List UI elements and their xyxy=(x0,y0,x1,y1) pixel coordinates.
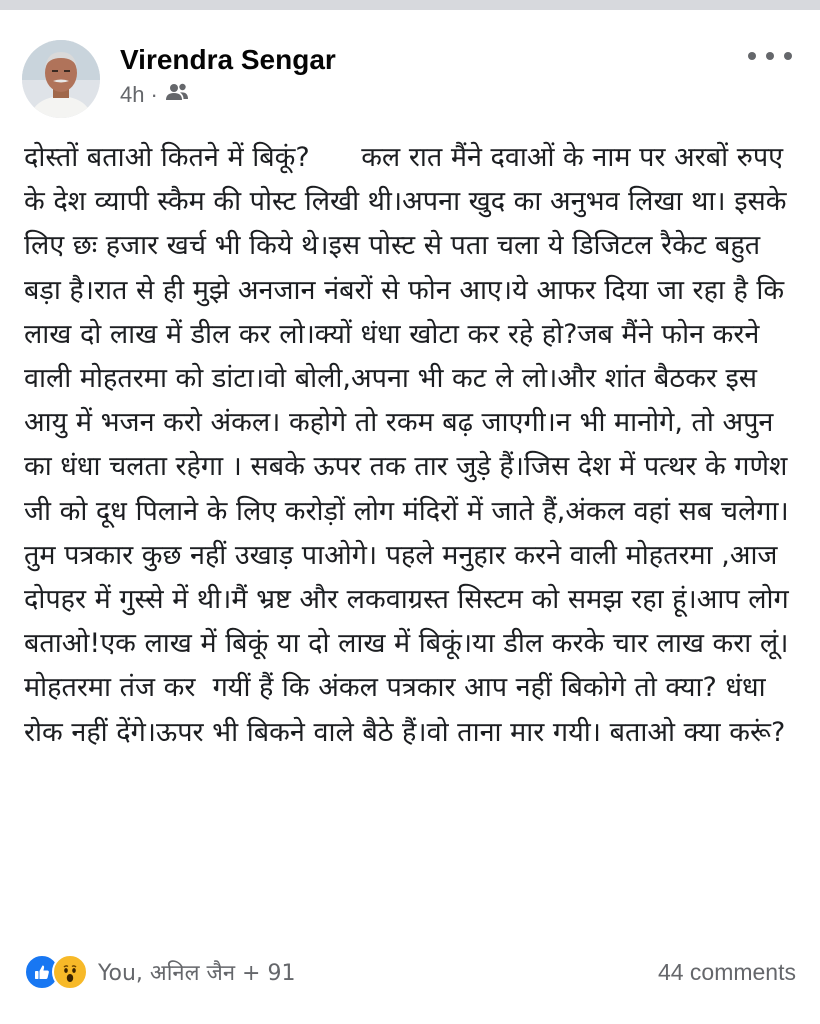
facebook-post xyxy=(0,10,820,1024)
reactions-summary[interactable] xyxy=(24,954,295,990)
author-avatar[interactable] xyxy=(22,40,100,118)
wow-icon xyxy=(52,954,88,990)
top-divider xyxy=(0,0,820,10)
reactions-label: You, अनिल जैन + 91 xyxy=(98,961,296,986)
post-meta xyxy=(120,82,189,108)
more-dots-icon[interactable] xyxy=(748,44,792,68)
comments-count-link[interactable]: 44 comments xyxy=(657,958,796,985)
avatar-photo xyxy=(22,40,100,118)
reaction-icons xyxy=(24,954,88,990)
author-name[interactable]: Virendra Sengar xyxy=(120,44,336,75)
meta-separator: · xyxy=(150,82,158,107)
friends-icon[interactable] xyxy=(165,82,189,108)
post-time[interactable]: 4h xyxy=(120,82,145,107)
post-footer xyxy=(24,950,796,994)
post-body: दोस्तों बताओ कितने में बिकूं? कल रात मैंने दवाओं के नाम पर अरबों रुपए के देश व्यापी स्कैम की पोस्ट लिखी थी।अपना खुद का अनुभव लिखा था। इसके लिए छः हजार खर्च भी किये थे।इस पोस्ट से पता चला ये डिजिटल रैकेट बहुत बड़ा है।रात से ही मुझे अनजान नंबरों से फोन आए।ये आफर दिया जा रहा है कि लाख दो लाख में डील कर लो।क्यों धंधा खोटा कर रहे हो?जब मैंने फोन करने वाली मोहतरमा को डांटा।वो बोली,अपना भी कट ले लो।और शांत बैठकर इस आयु में भजन करो अंकल। कहोगे तो रकम बढ़ जाएगी।न भी मानोगे, तो अपुन का धंधा चलता रहेगा । सबके ऊपर तक तार जुड़े हैं।जिस देश में पत्थर के गणेश जी को दूध पिलाने के लिए करोड़ों लोग मंदिरों में जाते हैं,अंकल वहां सब चलेगा।तुम पत्रकार कुछ नहीं उखाड़ पाओगे। पहले मनुहार करने वाली मोहतरमा ,आज दोपहर में गुस्से में थी।मैं भ्रष्ट और लकवाग्रस्त सिस्टम को समझ रहा हूं।आप लोग बताओ!एक लाख में बिकूं या दो लाख में बिकूं।या डील करके चार लाख करा लूं। मोहतरमा तंज कर गयीं हैं कि अंकल पत्रकार आप नहीं बिकोगे तो क्या? धंधा रोक नहीं देंगे।ऊपर भी बिकने वाले बैठे हैं।वो ताना मार गयी। बताओ क्या करूं? xyxy=(24,142,798,748)
